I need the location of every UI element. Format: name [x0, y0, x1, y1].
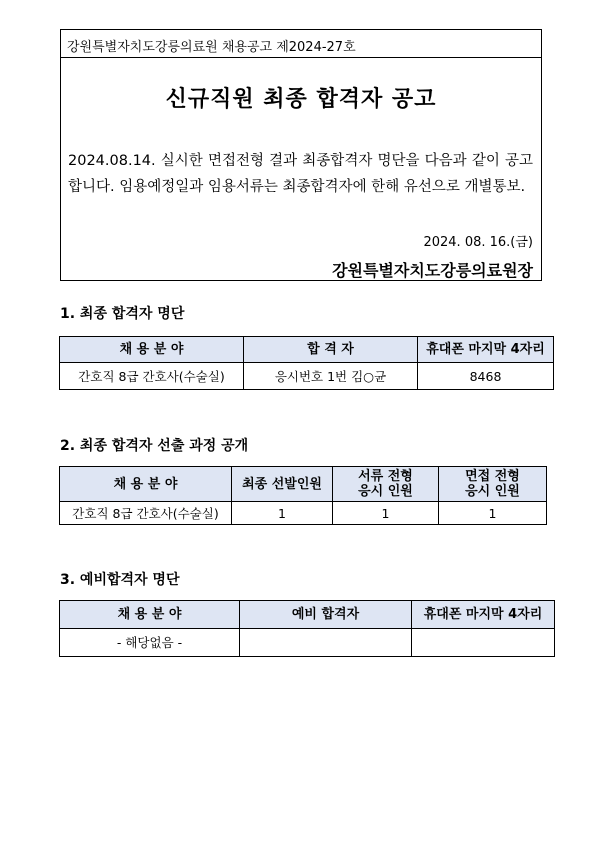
- table-cell: [412, 629, 555, 657]
- section2-heading: 2. 최종 합격자 선출 과정 공개: [60, 438, 249, 454]
- column-header: 채 용 분 야: [60, 467, 232, 502]
- notice-divider: [61, 57, 541, 58]
- table-cell: 1: [232, 502, 333, 525]
- column-header-label: 서류 전형 응시 인원: [358, 469, 413, 499]
- table-cell: [240, 629, 412, 657]
- notice-body: 2024.08.14. 실시한 면접전형 결과 최종합격자 명단을 다음과 같이 공고합니다. 임용예정일과 임용서류는 최종합격자에 한해 유선으로 개별통보.: [68, 153, 533, 195]
- table-cell: 8468: [418, 363, 554, 390]
- table-cell: 간호직 8급 간호사(수술실): [60, 502, 232, 525]
- column-header: 예비 합격자: [240, 601, 412, 629]
- column-header: 채 용 분 야: [60, 337, 244, 363]
- table-header-row: [60, 467, 547, 502]
- table-header-row: [60, 337, 554, 363]
- notice-number: 강원특별자치도강릉의료원 채용공고 제2024-27호: [67, 40, 356, 55]
- notice-signer: 강원특별자치도강릉의료원장: [332, 261, 533, 280]
- selection-process-table: [59, 466, 547, 525]
- section3-heading: 3. 예비합격자 명단: [60, 572, 180, 588]
- column-header: [439, 467, 547, 502]
- column-header: 휴대폰 마지막 4자리: [418, 337, 554, 363]
- notice-title: 신규직원 최종 합격자 공고: [165, 87, 437, 112]
- reserve-table: [59, 600, 555, 657]
- notice-date: 2024. 08. 16.(금): [423, 235, 533, 250]
- table-row: [60, 629, 555, 657]
- table-cell: 응시번호 1번 김○균: [244, 363, 418, 390]
- column-header: 휴대폰 마지막 4자리: [412, 601, 555, 629]
- finalist-table: [59, 336, 554, 390]
- column-header: 합 격 자: [244, 337, 418, 363]
- column-header: [333, 467, 439, 502]
- column-header: 최종 선발인원: [232, 467, 333, 502]
- notice-box: [60, 29, 542, 281]
- table-cell: - 해당없음 -: [60, 629, 240, 657]
- column-header-label: 면접 전형 응시 인원: [465, 469, 520, 499]
- table-cell: 간호직 8급 간호사(수술실): [60, 363, 244, 390]
- table-row: [60, 502, 547, 525]
- table-header-row: [60, 601, 555, 629]
- table-cell: 1: [439, 502, 547, 525]
- table-row: [60, 363, 554, 390]
- column-header: 채 용 분 야: [60, 601, 240, 629]
- section1-heading: 1. 최종 합격자 명단: [60, 306, 185, 322]
- table-cell: 1: [333, 502, 439, 525]
